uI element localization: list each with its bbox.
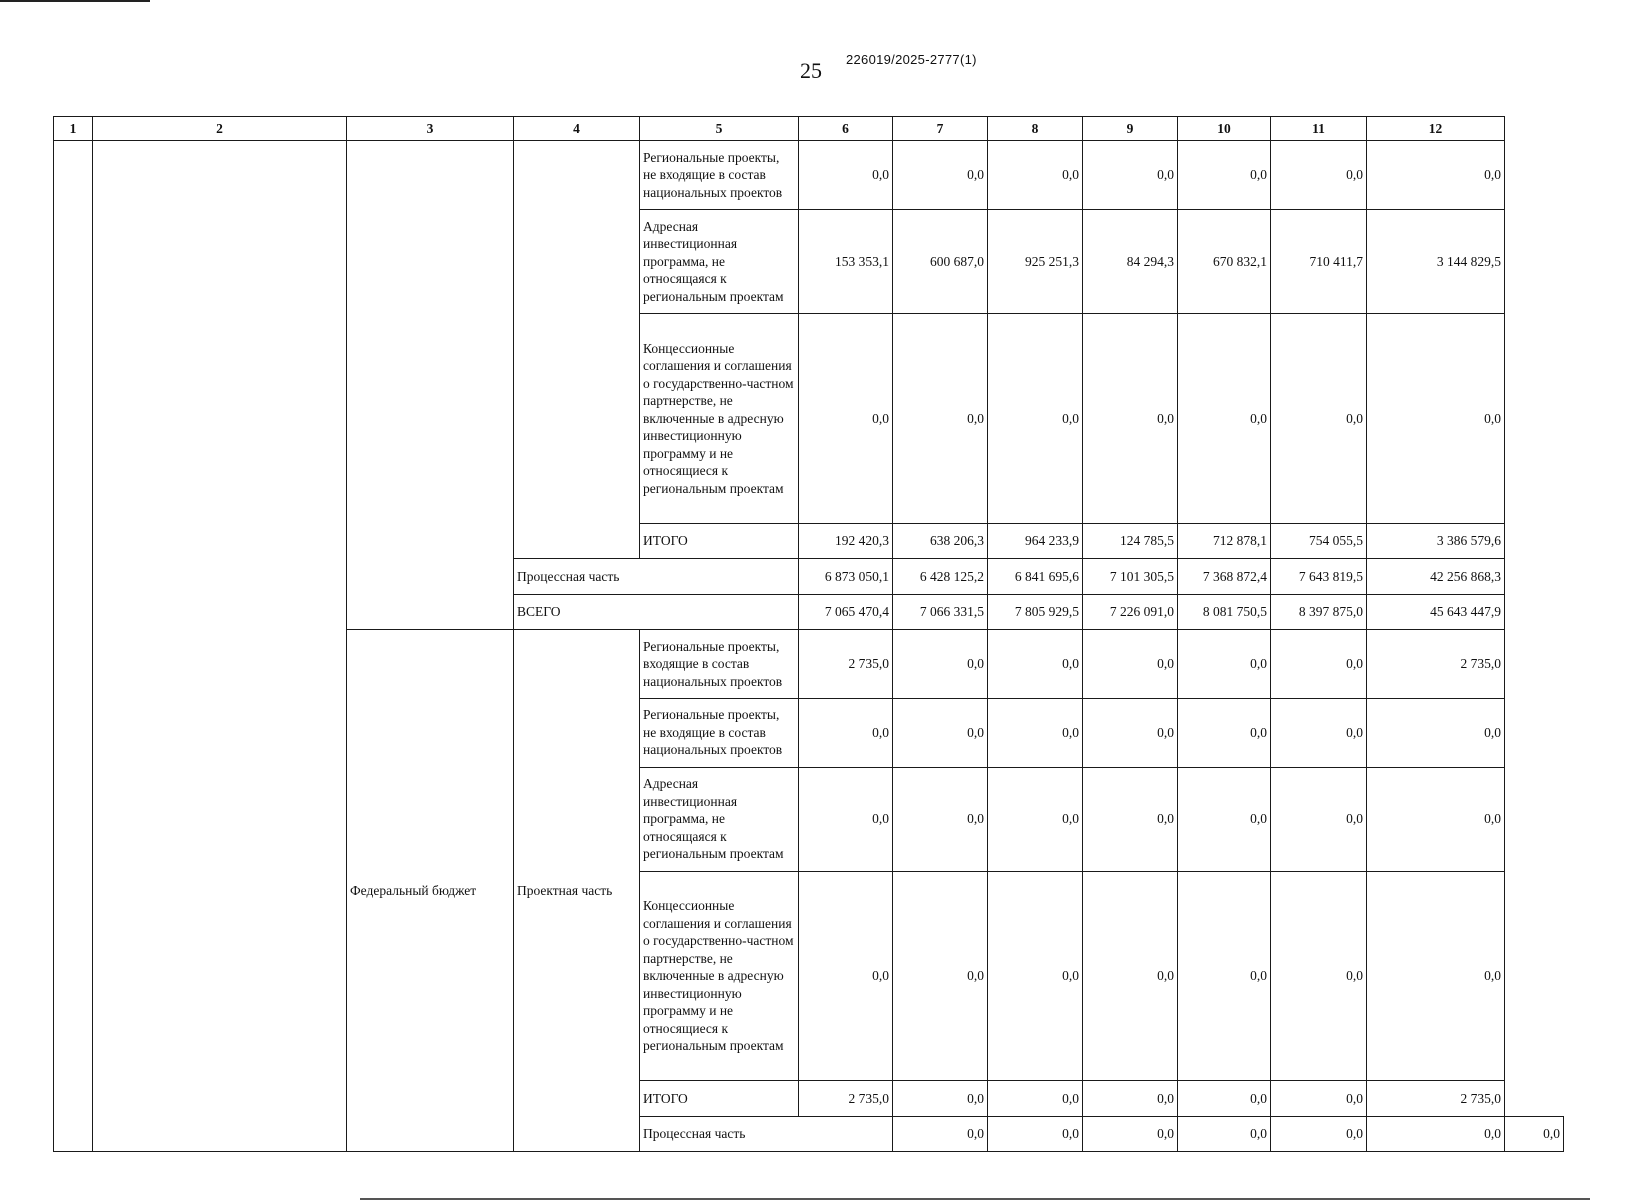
value-cell: 638 206,3 (893, 523, 988, 558)
header-col-11: 11 (1271, 117, 1367, 141)
value-cell: 600 687,0 (893, 210, 988, 314)
value-cell: 42 256 868,3 (1367, 559, 1505, 594)
value-cell: 3 144 829,5 (1367, 210, 1505, 314)
value-cell: 0,0 (1083, 698, 1178, 767)
value-cell: 0,0 (799, 767, 893, 871)
value-cell: 0,0 (1083, 1116, 1178, 1151)
value-cell: 0,0 (1178, 871, 1271, 1080)
value-cell: 6 841 695,6 (988, 559, 1083, 594)
value-cell: 0,0 (1367, 1116, 1505, 1151)
row-label: Адресная инвестиционная программа, не относящаяся к региональным проектам (640, 767, 799, 871)
value-cell: 0,0 (988, 141, 1083, 210)
row-label: Адресная инвестиционная программа, не относящаяся к региональным проектам (640, 210, 799, 314)
row-label: Региональные проекты, входящие в состав национальных проектов (640, 629, 799, 698)
scan-edge-line (0, 0, 150, 2)
value-cell: 0,0 (1271, 629, 1367, 698)
value-cell: 7 368 872,4 (1178, 559, 1271, 594)
header-col-6: 6 (799, 117, 893, 141)
row-label: Региональные проекты, не входящие в состав национальных проектов (640, 141, 799, 210)
value-cell: 0,0 (893, 314, 988, 523)
header-row (54, 117, 1564, 141)
header-col-7: 7 (893, 117, 988, 141)
value-cell: 7 643 819,5 (1271, 559, 1367, 594)
header-col-10: 10 (1178, 117, 1271, 141)
header-col-3: 3 (347, 117, 514, 141)
document-id: 226019/2025-2777(1) (846, 52, 977, 67)
value-cell: 6 428 125,2 (893, 559, 988, 594)
value-cell: 0,0 (1083, 314, 1178, 523)
value-cell: 710 411,7 (1271, 210, 1367, 314)
project-part-label: Проектная часть (514, 629, 640, 1151)
value-cell: 670 832,1 (1178, 210, 1271, 314)
value-cell: 0,0 (1178, 767, 1271, 871)
value-cell: 0,0 (893, 629, 988, 698)
col3-cell-a (347, 141, 514, 630)
value-cell: 3 386 579,6 (1367, 523, 1505, 558)
row-label: ИТОГО (640, 1081, 799, 1116)
value-cell: 2 735,0 (1367, 629, 1505, 698)
value-cell: 0,0 (1083, 767, 1178, 871)
row-label: Концессионные соглашения и соглашения о государственно-частном партнерстве, не включенные в адресную инвестиционную программу и не относящиеся к региональным проектам (640, 871, 799, 1080)
value-cell: 0,0 (1083, 1081, 1178, 1116)
value-cell: 0,0 (1367, 314, 1505, 523)
value-cell: 0,0 (1178, 314, 1271, 523)
header-col-12: 12 (1367, 117, 1505, 141)
value-cell: 0,0 (1083, 871, 1178, 1080)
value-cell: 8 081 750,5 (1178, 594, 1271, 629)
value-cell: 964 233,9 (988, 523, 1083, 558)
budget-source-label: Федеральный бюджет (347, 629, 514, 1151)
value-cell: 7 805 929,5 (988, 594, 1083, 629)
value-cell: 0,0 (988, 698, 1083, 767)
row-label: Концессионные соглашения и соглашения о государственно-частном партнерстве, не включенные в адресную инвестиционную программу и не относящиеся к региональным проектам (640, 314, 799, 523)
value-cell: 0,0 (799, 698, 893, 767)
header-col-5: 5 (640, 117, 799, 141)
value-cell: 192 420,3 (799, 523, 893, 558)
value-cell: 0,0 (1505, 1116, 1564, 1151)
value-cell: 7 101 305,5 (1083, 559, 1178, 594)
value-cell: 0,0 (1178, 1116, 1271, 1151)
value-cell: 925 251,3 (988, 210, 1083, 314)
value-cell: 0,0 (893, 141, 988, 210)
value-cell: 754 055,5 (1271, 523, 1367, 558)
header-col-8: 8 (988, 117, 1083, 141)
col2-cell (93, 141, 347, 1152)
value-cell: 0,0 (1367, 767, 1505, 871)
header-col-1: 1 (54, 117, 93, 141)
value-cell: 2 735,0 (799, 629, 893, 698)
value-cell: 2 735,0 (799, 1081, 893, 1116)
total-label: ВСЕГО (514, 594, 799, 629)
budget-table (53, 116, 1564, 1152)
value-cell: 0,0 (1178, 629, 1271, 698)
value-cell: 0,0 (1178, 698, 1271, 767)
value-cell: 712 878,1 (1178, 523, 1271, 558)
value-cell: 0,0 (1271, 141, 1367, 210)
value-cell: 0,0 (1367, 871, 1505, 1080)
value-cell: 0,0 (1271, 314, 1367, 523)
value-cell: 0,0 (988, 1081, 1083, 1116)
value-cell: 0,0 (988, 767, 1083, 871)
value-cell: 0,0 (893, 871, 988, 1080)
value-cell: 0,0 (1271, 1081, 1367, 1116)
header-col-4: 4 (514, 117, 640, 141)
value-cell: 6 873 050,1 (799, 559, 893, 594)
value-cell: 0,0 (988, 1116, 1083, 1151)
process-label: Процессная часть (640, 1116, 893, 1151)
value-cell: 84 294,3 (1083, 210, 1178, 314)
value-cell: 0,0 (1083, 629, 1178, 698)
value-cell: 0,0 (1178, 1081, 1271, 1116)
value-cell: 0,0 (1271, 698, 1367, 767)
col4-cell-a (514, 141, 640, 559)
value-cell: 2 735,0 (1367, 1081, 1505, 1116)
row-label: Региональные проекты, не входящие в состав национальных проектов (640, 698, 799, 767)
value-cell: 0,0 (1271, 1116, 1367, 1151)
value-cell: 0,0 (893, 698, 988, 767)
value-cell: 7 066 331,5 (893, 594, 988, 629)
row-label: ИТОГО (640, 523, 799, 558)
value-cell: 0,0 (1178, 141, 1271, 210)
value-cell: 0,0 (893, 767, 988, 871)
value-cell: 0,0 (988, 871, 1083, 1080)
value-cell: 7 065 470,4 (799, 594, 893, 629)
value-cell: 8 397 875,0 (1271, 594, 1367, 629)
header-col-2: 2 (93, 117, 347, 141)
table-row (54, 141, 1564, 210)
page-number: 25 (800, 58, 822, 83)
value-cell: 0,0 (1083, 141, 1178, 210)
value-cell: 0,0 (988, 314, 1083, 523)
value-cell: 0,0 (1271, 871, 1367, 1080)
value-cell: 0,0 (1271, 767, 1367, 871)
value-cell: 0,0 (799, 314, 893, 523)
value-cell: 124 785,5 (1083, 523, 1178, 558)
value-cell: 0,0 (988, 629, 1083, 698)
value-cell: 0,0 (893, 1081, 988, 1116)
value-cell: 0,0 (1367, 141, 1505, 210)
value-cell: 0,0 (799, 141, 893, 210)
col1-cell (54, 141, 93, 1152)
value-cell: 0,0 (893, 1116, 988, 1151)
value-cell: 7 226 091,0 (1083, 594, 1178, 629)
value-cell: 153 353,1 (799, 210, 893, 314)
value-cell: 45 643 447,9 (1367, 594, 1505, 629)
header-col-9: 9 (1083, 117, 1178, 141)
value-cell: 0,0 (1367, 698, 1505, 767)
value-cell: 0,0 (799, 871, 893, 1080)
process-label: Процессная часть (514, 559, 799, 594)
